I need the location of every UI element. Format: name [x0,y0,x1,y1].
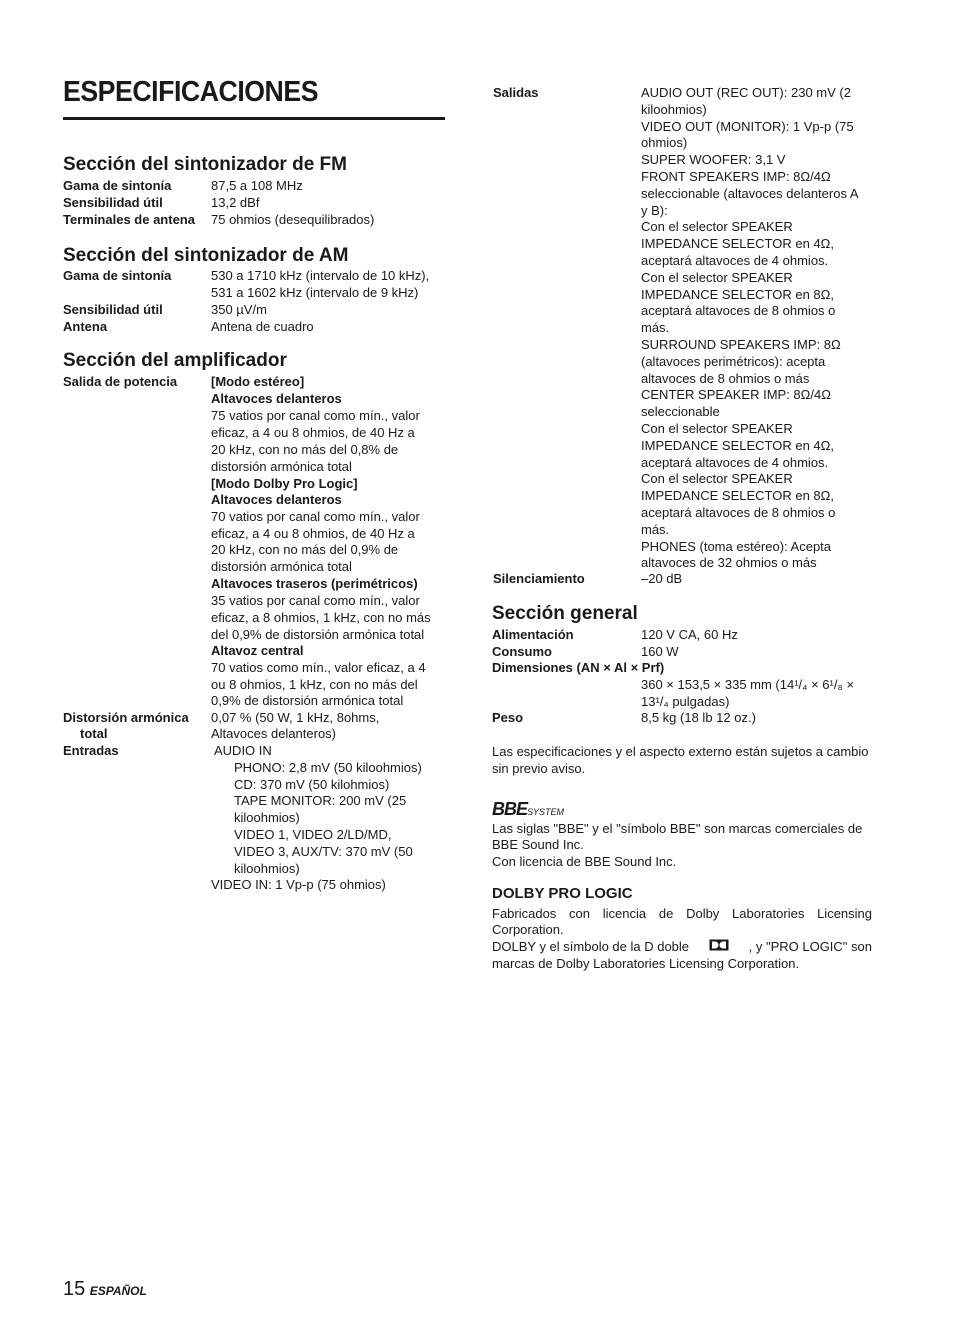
outputs-line: IMPEDANCE SELECTOR en 8Ω, [641,286,834,302]
center-spec-line: ou 8 ohmios, 1 kHz, con no más del [211,677,418,692]
am-tuning-range-label: Gama de sintonía [63,268,172,283]
stereo-spec-line: eficaz, a 4 ou 8 ohmios, de 40 Hz a [211,425,415,440]
page-language: ESPAÑOL [89,1284,147,1298]
bbe-logo-system: SYSTEM [527,807,565,817]
double-d-icon [709,939,729,956]
input-spec-line: VIDEO 1, VIDEO 2/LD/MD, [234,827,392,842]
notice-text: Las especificaciones y el aspecto externo están sujetos a cambio [492,744,869,759]
dolby-text: marcas de Dolby Laboratories Licensing Corporation. [492,956,800,971]
outputs-line: IMPEDANCE SELECTOR en 4Ω, [641,236,834,252]
dolby-front-speakers-heading: Altavoces delanteros [211,492,342,507]
dolby-front-spec-line: distorsión armónica total [211,559,352,574]
outputs-line: IMPEDANCE SELECTOR en 8Ω, [641,488,834,504]
bbe-text: Con licencia de BBE Sound Inc. [492,854,677,869]
center-spec-line: 70 vatios como mín., valor eficaz, a 4 [211,660,426,675]
outputs-line: aceptará altavoces de 8 ohmios o [641,303,836,319]
input-spec-line: kiloohmios) [234,810,300,825]
bbe-text: Las siglas "BBE" y el "símbolo BBE" son marcas comerciales de [492,821,863,836]
consumption-label: Consumo [492,644,552,659]
dimensions-value-2: 13¹/₄ pulgadas) [641,694,730,709]
center-spec-line: 0,9% de distorsión armónica total [211,693,404,708]
outputs-line: altavoces de 8 ohmios o más [641,370,810,386]
input-spec-line: TAPE MONITOR: 200 mV (25 [234,793,407,808]
rear-spec-line: eficaz, a 8 ohmios, 1 kHz, con no más [211,610,431,625]
bbe-logo [492,799,564,820]
muting-label: Silenciamiento [493,571,585,586]
outputs-line: seleccionable [641,404,720,420]
stereo-spec-line: 20 kHz, con no más del 0,8% de [211,442,399,457]
thd-label-2: total [80,726,108,741]
outputs-line: AUDIO OUT (REC OUT): 230 mV (2 [641,85,851,100]
outputs-line: Con el selector SPEAKER [641,219,793,235]
outputs-line: kiloohmios) [641,101,707,117]
dolby-front-spec-line: eficaz, a 4 ou 8 ohmios, de 40 Hz a [211,526,415,541]
fm-sensitivity-label: Sensibilidad útil [63,195,163,210]
stereo-spec-line: distorsión armónica total [211,459,352,474]
outputs-line: Con el selector SPEAKER [641,269,793,285]
input-spec-line: kiloohmios) [234,861,300,876]
dolby-text: DOLBY y el símbolo de la D doble [492,939,690,954]
dolby-heading: DOLBY PRO LOGIC [492,885,633,902]
input-spec-line: CD: 370 mV (50 kilohmios) [234,777,390,792]
outputs-line: altavoces de 32 ohmios o más [641,555,817,571]
power-supply-label: Alimentación [492,627,574,642]
outputs-line: más. [641,320,670,336]
am-sensitivity-value: 350 µV/m [211,302,267,317]
outputs-line: y B): [641,202,668,218]
outputs-line: aceptará altavoces de 4 ohmios. [641,454,829,470]
outputs-line: más. [641,521,670,537]
outputs-line: CENTER SPEAKER IMP: 8Ω/4Ω [641,387,831,403]
thd-value: 0,07 % (50 W, 1 kHz, 8ohms, [211,710,380,725]
fm-sensitivity-value: 13,2 dBf [211,195,260,210]
title-underline [63,117,445,120]
dolby-text: Corporation. [492,922,564,937]
outputs-line: IMPEDANCE SELECTOR en 4Ω, [641,437,834,453]
outputs-line: (altavoces perimétricos): acepta [641,353,826,369]
weight-label: Peso [492,710,524,725]
input-spec-line: VIDEO 3, AUX/TV: 370 mV (50 [234,844,413,859]
power-output-label: Salida de potencia [63,374,178,389]
dolby-trademark-line [492,939,872,956]
outputs-line: VIDEO OUT (MONITOR): 1 Vp-p (75 [641,118,854,134]
general-section-heading: Sección general [492,603,638,624]
center-speaker-heading: Altavoz central [211,643,304,658]
outputs-line: SURROUND SPEAKERS IMP: 8Ω [641,336,841,352]
input-spec-line: PHONO: 2,8 mV (50 kiloohmios) [234,760,422,775]
thd-value-2: Altavoces delanteros) [211,726,337,741]
outputs-line: Con el selector SPEAKER [641,471,793,487]
dimensions-label: Dimensiones (AN × Al × Prf) [492,660,665,675]
outputs-line: Con el selector SPEAKER [641,420,793,436]
dolby-text: Fabricados con licencia de Dolby Laboratories Licensing [492,906,872,921]
outputs-label: Salidas [493,85,539,100]
am-tuning-range-value: 530 a 1710 kHz (intervalo de 10 kHz), [211,268,430,283]
notice-text: sin previo aviso. [492,761,586,776]
am-antenna-value: Antena de cuadro [211,319,314,334]
outputs-line: FRONT SPEAKERS IMP: 8Ω/4Ω [641,168,831,184]
consumption-value: 160 W [641,644,679,659]
dolby-mode-heading: [Modo Dolby Pro Logic] [211,476,358,491]
page-title: ESPECIFICACIONES [63,76,319,108]
outputs-line: PHONES (toma estéreo): Acepta [641,538,832,554]
thd-label: Distorsión armónica [63,710,189,725]
page-number: 15 [63,1278,86,1300]
dolby-front-spec-line: 20 kHz, con no más del 0,9% de [211,542,399,557]
dolby-front-spec-line: 70 vatios por canal como mín., valor [211,509,420,524]
inputs-label: Entradas [63,743,119,758]
am-tuning-range-value-2: 531 a 1602 kHz (intervalo de 9 kHz) [211,285,419,300]
fm-section-heading: Sección del sintonizador de FM [63,154,347,175]
rear-spec-line: 35 vatios por canal como mín., valor [211,593,420,608]
stereo-front-speakers-heading: Altavoces delanteros [211,391,342,406]
weight-value: 8,5 kg (18 lb 12 oz.) [641,710,756,725]
outputs-list [641,85,859,572]
am-antenna-label: Antena [63,319,108,334]
audio-in-heading: AUDIO IN [214,743,272,758]
rear-spec-line: del 0,9% de distorsión armónica total [211,627,425,642]
fm-tuning-range-label: Gama de sintonía [63,178,172,193]
am-sensitivity-label: Sensibilidad útil [63,302,163,317]
bbe-logo-mark: BBE [492,799,528,819]
fm-tuning-range-value: 87,5 a 108 MHz [211,178,303,193]
bbe-text: BBE Sound Inc. [492,837,584,852]
page-footer [63,1278,147,1301]
dimensions-value: 360 × 153,5 × 335 mm (14¹/₄ × 6¹/₈ × [641,677,855,692]
outputs-line: aceptará altavoces de 4 ohmios. [641,252,829,268]
outputs-line: seleccionable (altavoces delanteros A [641,185,859,201]
fm-antenna-label: Terminales de antena [63,212,195,227]
am-section-heading: Sección del sintonizador de AM [63,245,349,266]
power-supply-value: 120 V CA, 60 Hz [641,627,738,642]
amplifier-section-heading: Sección del amplificador [63,350,287,371]
stereo-mode-heading: [Modo estéreo] [211,374,305,389]
dolby-text: , y "PRO LOGIC" son [748,939,872,954]
outputs-line: aceptará altavoces de 8 ohmios o [641,504,836,520]
fm-antenna-value: 75 ohmios (desequilibrados) [211,212,375,227]
video-in-value: VIDEO IN: 1 Vp-p (75 ohmios) [211,877,386,892]
stereo-spec-line: 75 vatios por canal como mín., valor [211,408,420,423]
rear-speakers-heading: Altavoces traseros (perimétricos) [211,576,418,591]
muting-value: –20 dB [641,571,683,586]
outputs-line: SUPER WOOFER: 3,1 V [641,152,786,168]
outputs-line: ohmios) [641,135,688,151]
